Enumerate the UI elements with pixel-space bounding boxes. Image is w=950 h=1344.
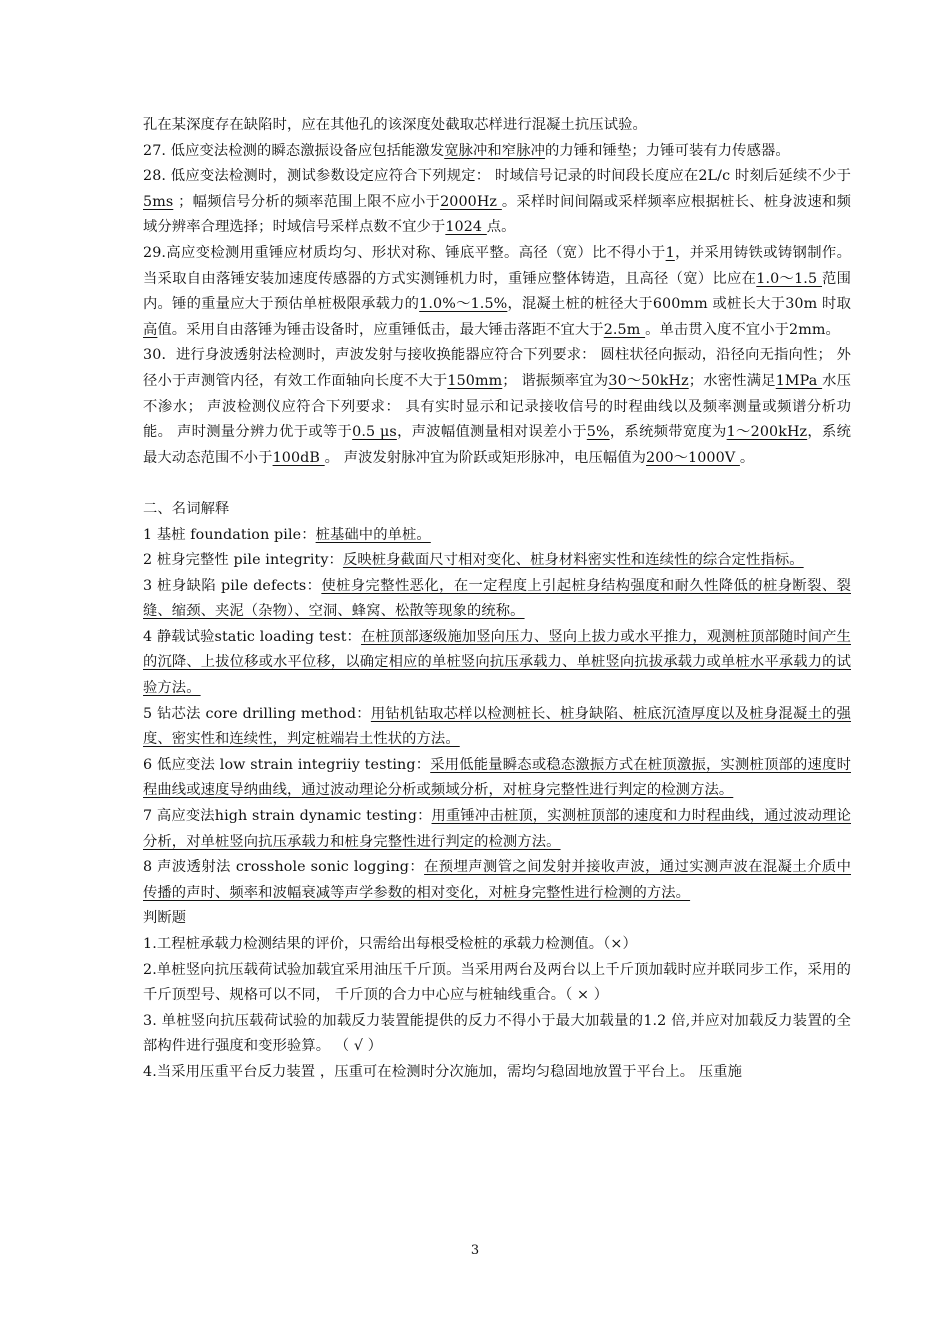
body-text: 水压不渗水； 声波检测仪应符合下列要求： 具有实时显示和记录接收信号的时程曲线以及频率测量或频谱分析功能。 声时测量分辨力优于或等于 <box>143 372 852 441</box>
body-text: 3. 单桩竖向抗压载荷试验的加载反力装置能提供的反力不得小于最大加载量的1.2 倍,并应对加载反力装置的全部构件进行强度和变形验算。 （ √ ） <box>143 1012 851 1055</box>
body-text: 27. 低应变法检测的瞬态激振设备应包括能激发 <box>143 142 445 159</box>
answer-text: 采用低能量瞬态或稳态激振方式在桩顶激振，实测桩顶部的速度时程曲线或速度导纳曲线，通过波动理论分析或频域分析，对桩身完整性进行判定的检测方法。 <box>143 756 851 799</box>
paragraph <box>143 497 851 523</box>
body-text: 1 基桩 foundation pile： <box>143 526 316 543</box>
body-text: ，系统频带宽度为 <box>609 424 727 441</box>
answer-text: 2000Hz <box>440 193 502 210</box>
body-text: 28. 低应变法检测时，测试参数设定应符合下列规定： 时域信号记录的时间段长度应在2L/c 时刻后延续不少于 <box>143 168 851 185</box>
body-text: 。采样时间间隔或采样频率应根据桩长、桩身波速和频域分辨率合理选择；时域信号采样点数不宜少于 <box>143 193 851 236</box>
body-text: 1.工程桩承载力检测结果的评价，只需给出每根受检桩的承载力检测值。（×） <box>143 936 637 952</box>
paragraph <box>143 1060 851 1086</box>
body-text: ，系统最大动态范围不小于 <box>143 424 851 466</box>
answer-text: 5% <box>586 424 610 441</box>
body-text: 4.当采用压重平台反力装置 ，压重可在检测时分次施加，需均匀稳固地放置于平台上。 压重施 <box>143 1063 743 1080</box>
body-text: ；幅频信号分析的频率范围上限不应小于 <box>173 193 441 210</box>
paragraph <box>143 574 851 625</box>
answer-text: 100dB <box>272 449 325 466</box>
body-text: 4 静载试验static loading test： <box>143 628 361 645</box>
body-text: ，并采用铸铁或铸钢制作。当采取自由落锤安装加速度传感器的方式实测锤机力时，重锤应整体铸造，且高径（宽）比应在 <box>143 244 852 287</box>
body-text: 5 钻芯法 core drilling method： <box>143 705 371 722</box>
body-text: 30．进行身波透射法检测时，声波发射与接收换能器应符合下列要求： 圆柱状径向振动，沿径向无指向性； 外径小于声测管内径，有效工作面轴向长度不大于 <box>143 347 851 389</box>
body-text: 二、名词解释 <box>143 500 230 517</box>
paragraph <box>143 164 851 241</box>
answer-text: 用钻机钻取芯样以检测桩长、桩身缺陷、桩底沉渣厚度以及桩身混凝土的强度、密实性和连续性，判定桩端岩土性状的方法。 <box>143 705 852 748</box>
answer-text: 30～50kHz <box>608 372 689 389</box>
paragraph <box>143 932 851 958</box>
paragraph <box>143 702 851 753</box>
body-text: 3 桩身缺陷 pile defects： <box>143 577 322 594</box>
answer-text: 在桩顶部逐级施加竖向压力、竖向上拔力或水平推力，观测桩顶部随时间产生的沉降、上拔位移或水平位移，以确定相应的单桩竖向抗压承载力、单桩竖向抗拔承载力或单桩水平承载力的试验方法。 <box>143 628 851 697</box>
body-text: 范围内。锤的重量应大于预估单桩极限承载力的 <box>143 270 851 313</box>
answer-text: 桩基础中的单桩。 <box>315 526 431 543</box>
body-text: 29.高应变检测用重锤应材质均匀、形状对称、锤底平整。高径（宽）比不得小于 <box>143 244 666 261</box>
body-text: ，混凝土桩的桩径大于600mm 或桩长大于30m 时取 <box>507 296 851 313</box>
body-text: 7 高应变法high strain dynamic testing： <box>143 808 432 825</box>
answer-text: 150mm <box>447 372 503 389</box>
body-text: 孔在某深度存在缺陷时，应在其他孔的该深度处截取芯样进行混凝土抗压试验。 <box>143 117 647 133</box>
paragraph <box>143 241 851 343</box>
page-number: 3 <box>470 1243 480 1258</box>
answer-text: 使桩身完整性恶化，在一定程度上引起桩身结构强度和耐久性降低的桩身断裂、裂缝、缩颈、夹泥（杂物）、空洞、蜂窝、松散等现象的统称。 <box>143 577 851 620</box>
paragraph <box>143 958 851 1009</box>
paragraph <box>143 906 851 932</box>
answer-text: 1MPa <box>775 372 823 389</box>
body-text: ； 谐振频率宜为 <box>502 372 609 389</box>
body-text: 2 桩身完整性 pile integrity： <box>143 552 343 569</box>
answer-text: 1024 <box>445 219 487 236</box>
body-text: 值。采用自由落锤为锤击设备时，应重锤低击，最大锤击落距不宜大于 <box>157 321 604 338</box>
answer-text: 用重锤冲击桩顶，实测桩顶部的速度和力时程曲线，通过波动理论分析，对单桩竖向抗压承载力和桩身完整性进行判定的检测方法。 <box>143 808 851 850</box>
paragraph <box>143 804 851 855</box>
answer-text: 高 <box>143 321 158 338</box>
body-text: 。 <box>739 449 755 466</box>
paragraph <box>143 548 851 574</box>
body-text: 点。 <box>486 219 516 236</box>
answer-text: 1～200kHz <box>726 424 808 441</box>
body-text: ，声波幅值测量相对误差小于 <box>396 424 587 441</box>
answer-text: 1 <box>665 244 675 261</box>
paragraph <box>143 139 851 165</box>
answer-text: 1.0～1.5 <box>756 270 822 287</box>
blank-line <box>143 471 851 497</box>
paragraph <box>143 625 851 702</box>
answer-text: 在预埋声测管之间发射并接收声波，通过实测声波在混凝土介质中传播的声时、频率和波幅衰减等声学参数的相对变化，对桩身完整性进行检测的方法。 <box>143 859 851 901</box>
paragraph <box>143 113 851 139</box>
answer-text: 0.5 μs <box>352 424 397 441</box>
body-text: 判断题 <box>143 910 187 927</box>
answer-text: 5ms <box>143 193 174 210</box>
paragraph <box>143 855 851 906</box>
paragraph <box>143 523 851 549</box>
paragraph <box>143 753 851 804</box>
paragraph <box>143 1009 851 1060</box>
answer-text: 200～1000V <box>646 449 740 466</box>
answer-text: 2.5m <box>603 321 646 338</box>
body-text: 8 声波透射法 crosshole sonic logging： <box>143 859 425 876</box>
body-text: 。单击贯入度不宜小于2mm。 <box>645 321 840 338</box>
body-text: 6 低应变法 low strain integriiy testing： <box>143 756 431 773</box>
answer-text: 反映桩身截面尺寸相对变化、桩身材料密实性和连续性的综合定性指标。 <box>342 552 804 569</box>
body-text: ；水密性满足 <box>688 372 776 389</box>
answer-text: 宽脉冲和窄脉冲 <box>444 142 546 159</box>
body-text: 。 声波发射脉冲宜为阶跃或矩形脉冲，电压幅值为 <box>324 449 647 466</box>
body-text: 的力锤和锤垫；力锤可装有力传感器。 <box>545 142 790 159</box>
paragraph <box>143 343 851 471</box>
answer-text: 1.0%～1.5% <box>419 296 508 313</box>
body-text: 2.单桩竖向抗压载荷试验加载宜采用油压千斤顶。当采用两台及两台以上千斤顶加载时应并联同步工作，采用的千斤顶型号、规格可以不同， 千斤顶的合力中心应与桩轴线重合。（ × ） <box>143 961 851 1004</box>
document-body <box>143 113 851 1086</box>
